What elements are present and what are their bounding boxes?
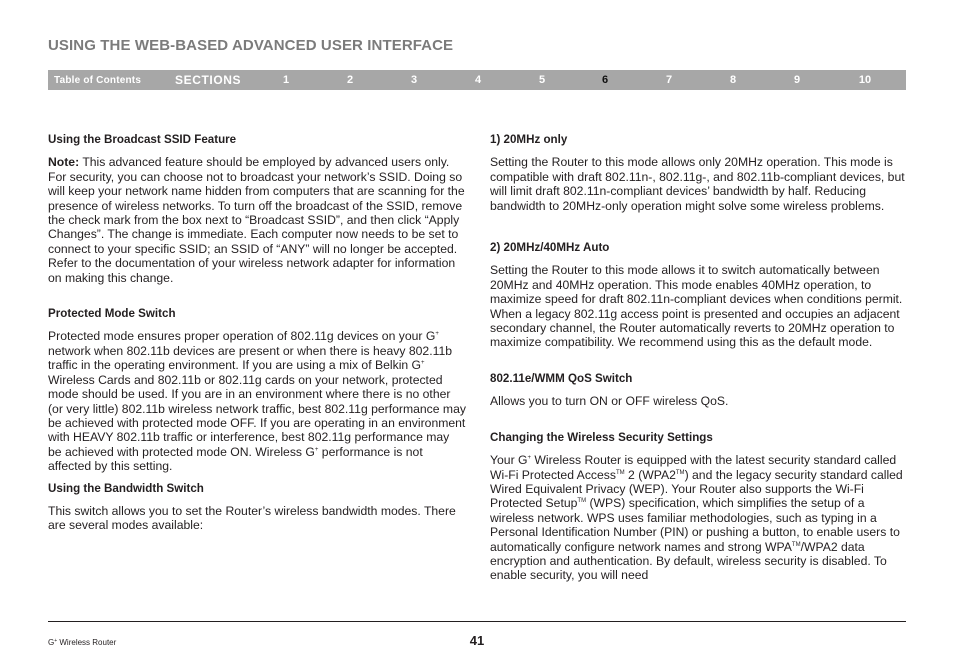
security-settings-paragraph [490,453,910,583]
page-header: USING THE WEB-BASED ADVANCED USER INTERFACE [48,37,454,54]
mode-20mhz-paragraph: Setting the Router to this mode allows only 20MHz operation. This mode is compatible with draft 802.11n-, 802.11g-, and 802.11b-compliant devices, but will limit draft 802.11n-compliant devices’ bandwidth by half. Reducing bandwidth to 20MHz-only operation might solve some wireless problems. [490,155,905,213]
plus-mark: + [314,446,319,453]
left-column [48,133,466,533]
trademark-mark: TM [615,469,625,476]
mode-20mhz-heading: 1) 20MHz only [490,133,568,146]
footer-product-g: G [48,638,55,647]
bandwidth-switch-heading: Using the Bandwidth Switch [48,481,204,495]
protected-mode-paragraph [48,329,466,473]
bandwidth-switch-paragraph: This switch allows you to set the Router’s wireless bandwidth modes. There are several modes available: [48,503,456,533]
qos-switch-paragraph: Allows you to turn ON or OFF wireless QoS. [490,394,729,409]
security-text-3: 2 (WPA2 [624,467,676,482]
plus-mark: + [421,360,425,367]
security-text-1: Your G [490,453,528,468]
trademark-mark: TM [791,541,801,548]
section-link-8[interactable]: 8 [729,74,737,86]
section-link-4[interactable]: 4 [474,74,482,86]
plus-mark: + [435,331,439,338]
broadcast-ssid-text: This advanced feature should be employed by advanced users only. For security, you can choose not to broadcast your network’s SSID. Doing so will keep your network name hidden from computers that are scanning for the presence of wireless networks. To turn off the broadcast of the SSID, remove the check mark from the box next to “Broadcast SSID”, and then click “Apply Changes”. The change is immediate. Each computer now needs to be set to connect to your specific SSID; an SSID of “ANY” will no longer be accepted. Refer to the documentation of your wireless network adapter for information on making this change. [48,155,465,285]
footer-product-name [48,638,116,647]
security-text-6: /WPA2 data encryption and authentication. By default, wireless security is disabled. To enable security, you will need [490,539,887,583]
plus-mark: + [54,638,58,644]
section-link-10[interactable]: 10 [858,74,872,86]
broadcast-ssid-paragraph [48,155,466,285]
protected-text-4: performance is not affected by this setting. [48,444,423,474]
note-label: Note: [48,155,80,170]
right-column [490,133,910,583]
trademark-mark: TM [675,469,685,476]
section-link-5[interactable]: 5 [538,74,546,86]
trademark-mark: TM [577,498,587,505]
section-link-3[interactable]: 3 [410,74,418,86]
footer-product-rest: Wireless Router [57,638,117,647]
footer-divider [48,621,906,622]
protected-text-1: Protected mode ensures proper operation of 802.11g devices on your G [48,329,436,344]
security-text-2: Wireless Router is equipped with the latest security standard called Wi-Fi Protected Access [490,453,897,482]
plus-mark: + [527,455,532,462]
security-text-4: ) and the legacy security standard called Wired Equivalent Privacy (WEP). Your Router also supports the Wi-Fi Protected Setup [490,467,903,511]
qos-switch-heading: 802.11e/WMM QoS Switch [490,371,633,385]
protected-text-2: network when 802.11b devices are present or when there is heavy 802.11b traffic in the operating environment. If you are using a mix of Belkin G [48,343,453,373]
section-link-6-active[interactable]: 6 [601,74,609,86]
mode-auto-heading: 2) 20MHz/40MHz Auto [490,241,610,255]
broadcast-ssid-heading: Using the Broadcast SSID Feature [48,133,237,146]
section-nav-bar [48,70,906,90]
mode-auto-paragraph: Setting the Router to this mode allows it to switch automatically between 20MHz and 40MHz operation. This mode enables 40MHz operation, to maximize speed for draft 802.11n-compliant devices when conditions permit. When a legacy 802.11g access point is presented and occupies an adjacent secondary channel, the Router automatically reverts to 20MHz operation to maximize compatibility. We recommend using this as the default mode. [490,263,903,350]
section-link-9[interactable]: 9 [793,74,801,86]
protected-text-3: Wireless Cards and 802.11b or 802.11g cards on your network, protected mode should be used. If you are in an environment where there is no other (or very little) 802.11b wireless network traffic, best 802.11g performance may be achieved with protected mode OFF. If you are operating in an environment with HEAVY 802.11b traffic or interference, best 802.11g performance may be achieved with protected mode ON. Wireless G [48,372,466,459]
security-settings-heading: Changing the Wireless Security Settings [490,430,713,444]
security-text-5: (WPS) specification, which simplifies the setup of a wireless network. WPS uses familiar methodologies, such as typing in a Personal Identification Number (PIN) or pushing a button, to enable users to automatically configure network names and strong WPA [490,496,900,554]
table-of-contents-link[interactable]: Table of Contents [54,75,142,86]
section-link-7[interactable]: 7 [665,74,673,86]
protected-mode-heading: Protected Mode Switch [48,307,176,321]
sections-label: SECTIONS [175,73,242,87]
page-number: 41 [469,633,485,648]
section-link-1[interactable]: 1 [282,74,290,86]
section-link-2[interactable]: 2 [346,74,354,86]
